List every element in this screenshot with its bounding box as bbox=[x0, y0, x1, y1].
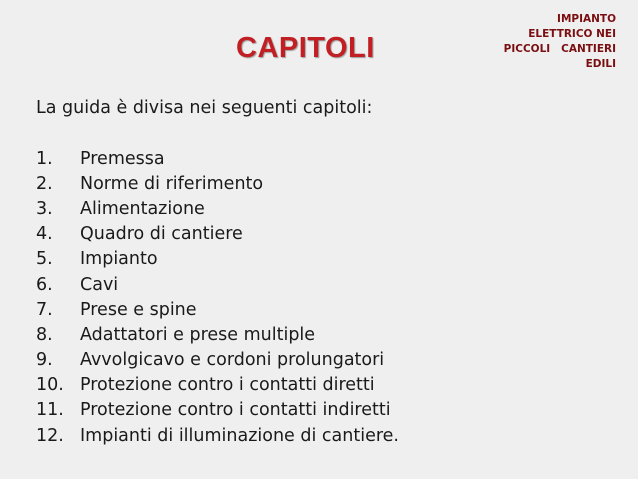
chapter-item bbox=[36, 322, 399, 347]
corner-label-line: IMPIANTO bbox=[557, 13, 616, 25]
chapter-number: 10. bbox=[36, 375, 64, 396]
chapter-label: Cavi bbox=[80, 274, 119, 295]
chapter-item bbox=[36, 272, 399, 297]
chapter-number: 11. bbox=[36, 400, 64, 421]
chapter-label: Avvolgicavo e cordoni prolungatori bbox=[80, 350, 385, 371]
chapter-list bbox=[36, 146, 399, 448]
chapter-label: Adattatori e prese multiple bbox=[80, 324, 316, 345]
chapter-item bbox=[36, 373, 399, 398]
chapter-number: 3. bbox=[36, 198, 53, 219]
chapter-label: Protezione contro i contatti diretti bbox=[80, 375, 375, 396]
chapter-label: Impianti di illuminazione di cantiere. bbox=[80, 425, 399, 446]
chapter-item bbox=[36, 171, 399, 196]
chapter-number: 4. bbox=[36, 224, 53, 245]
chapter-item bbox=[36, 398, 399, 423]
corner-label-line: PICCOLI CANTIERI bbox=[503, 43, 616, 55]
chapter-number: 5. bbox=[36, 249, 53, 270]
slide-title: CAPITOLI bbox=[236, 32, 375, 64]
chapter-number: 12. bbox=[36, 425, 64, 446]
chapter-number: 8. bbox=[36, 324, 53, 345]
chapter-label: Quadro di cantiere bbox=[80, 224, 243, 245]
corner-label-line: EDILI bbox=[585, 58, 616, 70]
intro-text: La guida è divisa nei seguenti capitoli: bbox=[36, 98, 373, 118]
chapter-item bbox=[36, 423, 399, 448]
corner-label-line: ELETTRICO NEI bbox=[528, 28, 616, 40]
corner-label bbox=[476, 12, 616, 72]
chapter-item bbox=[36, 297, 399, 322]
chapter-label: Norme di riferimento bbox=[80, 173, 264, 194]
chapter-item bbox=[36, 247, 399, 272]
chapter-number: 7. bbox=[36, 299, 53, 320]
chapter-item bbox=[36, 222, 399, 247]
chapter-number: 2. bbox=[36, 173, 53, 194]
chapter-label: Alimentazione bbox=[80, 198, 205, 219]
chapter-label: Protezione contro i contatti indiretti bbox=[80, 400, 391, 421]
chapter-item bbox=[36, 196, 399, 221]
chapter-label: Prese e spine bbox=[80, 299, 197, 320]
chapter-label: Premessa bbox=[80, 148, 165, 169]
chapter-number: 9. bbox=[36, 350, 53, 371]
chapter-item bbox=[36, 146, 399, 171]
chapter-item bbox=[36, 348, 399, 373]
chapter-number: 6. bbox=[36, 274, 53, 295]
chapter-number: 1. bbox=[36, 148, 53, 169]
chapter-label: Impianto bbox=[80, 249, 158, 270]
